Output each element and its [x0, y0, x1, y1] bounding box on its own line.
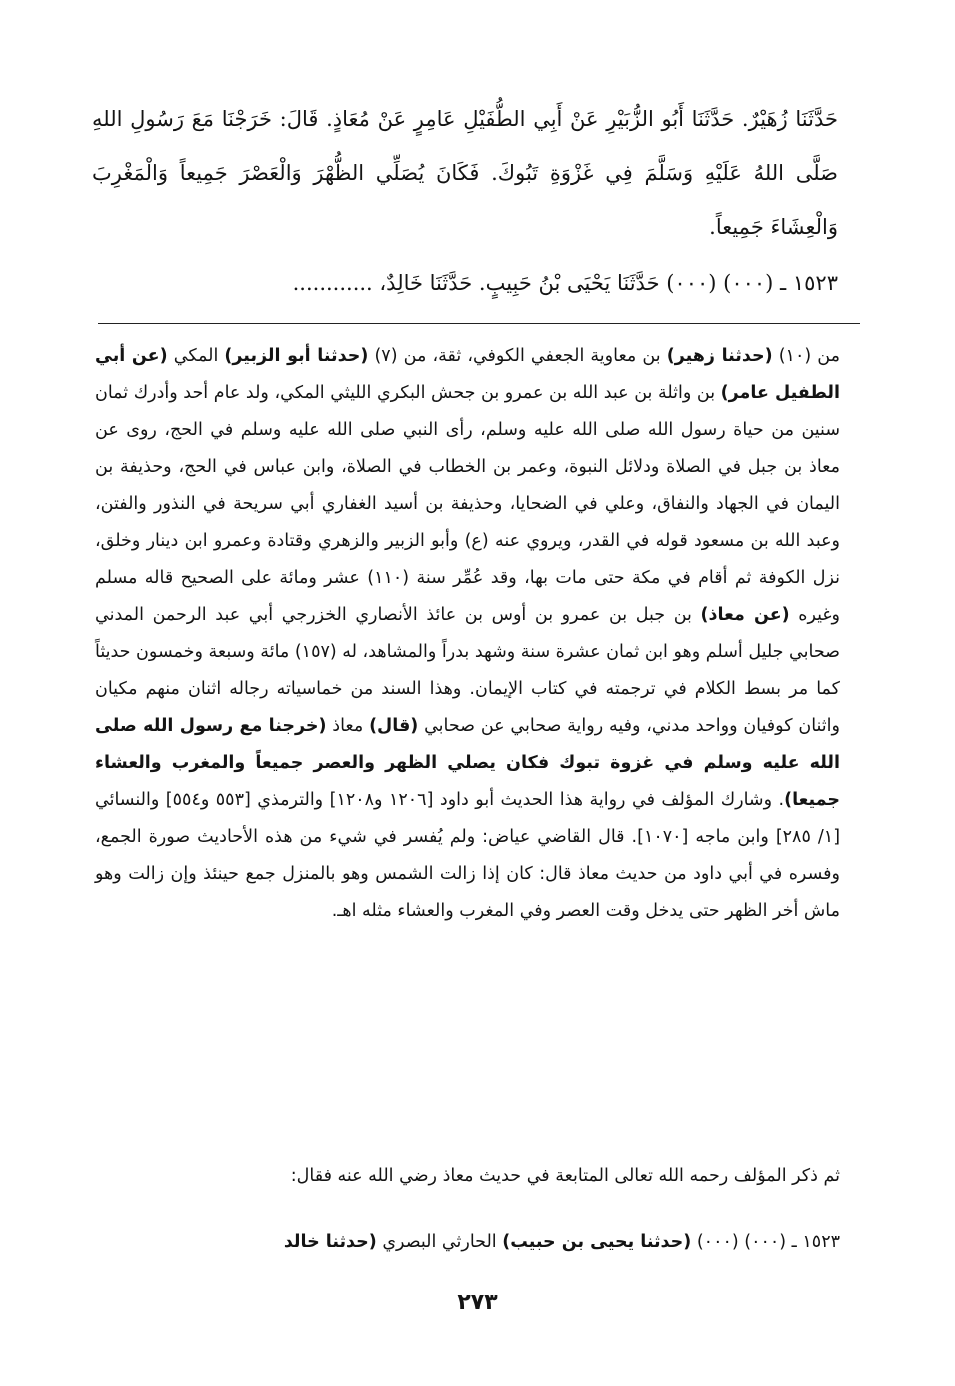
next-entry-quote: (حدثنا يحيى بن حبيب): [502, 1232, 692, 1252]
commentary-block: [95, 338, 840, 930]
commentary-quote: (خرجنا مع رسول الله صلى الله عليه وسلم في غزوة تبوك فكان يصلي الظهر والعصر جميعاً والمغرب والعشاء جميعا): [95, 716, 841, 810]
commentary-segment: بن معاوية الجعفي الكوفي، ثقة، من (٧): [368, 346, 667, 366]
page-number: ٢٧٣: [457, 1290, 498, 1315]
commentary-quote: (قال): [369, 716, 419, 736]
hadith-main-text: حَدَّثَنَا زُهَيْرٌ. حَدَّثَنَا أَبُو الزُّبَيْرِ عَنْ أَبِي الطُّفَيْلِ عَامِرٍ عَنْ مُعَاذٍ. قَالَ: خَرَجْنَا مَعَ رَسُولِ اللهِ صَلَّى اللهُ عَلَيْهِ وَسَلَّمَ فِي غَزْوَةِ تَبُوكَ. فَكَانَ يُصَلِّي الظُّهْرَ وَالْعَصْرَ جَمِيعاً وَالْمَغْرِبَ وَالْعِشَاءَ جَمِيعاً.: [92, 107, 838, 239]
commentary-quote: (حدثنا أبو الزبير): [224, 346, 369, 366]
commentary-segment: المكي: [167, 346, 225, 366]
commentary-segment: من (١٠): [772, 346, 840, 366]
next-entry-number: ١٥٢٣ ـ (٠٠٠) (٠٠٠): [691, 1232, 840, 1252]
commentary-segment: بن جبل بن عمرو بن أوس بن عائذ الأنصاري الخزرجي أبي عبد الرحمن المدني صحابي جليل أسلم وهو ابن ثمان عشرة سنة وشهد بدراً والمشاهد، له (١٥٧) مائة وسبعة وخمسون حديثاً كما مر بسط الكلام في ترجمته في كتاب الإيمان. وهذا السند من خماسياته رجاله اثنان منهم مكيان واثنان كوفيان وواحد مدني، وفيه رواية صحابي عن صحابي: [95, 605, 840, 736]
commentary-quote: (عن أبي الطفيل عامر): [95, 346, 840, 403]
hadith-text-block: [92, 92, 838, 310]
next-entry-line: [95, 1224, 840, 1261]
commentary-quote: (عن معاذ): [700, 605, 790, 625]
hadith-next-line: ١٥٢٣ ـ (٠٠٠) (٠٠٠) حَدَّثَنَا يَحْيَى بْنُ حَبِيبٍ. حَدَّثَنَا خَالِدٌ، ............: [292, 271, 838, 295]
next-entry-quote: (حدثنا خالد: [283, 1232, 377, 1252]
next-entry-segment: الحارثي البصري: [376, 1232, 503, 1252]
commentary-segment: . وشارك المؤلف في رواية هذا الحديث أبو داود [١٢٠٦ و١٢٠٨] والترمذي [٥٥٣ و٥٥٤] والنسائي [١/ ٢٨٥] وابن ماجه [١٠٧٠]. قال القاضي عياض: ولم يُفسر في شيء من هذه الأحاديث صورة الجمع، وفسره في أبي داود من حديث معاذ قال: كان إذا زالت الشمس وهو بالمنزل جمع حينئذ وإن زالت وهو ماش أخر الظهر حتى يدخل وقت العصر وفي المغرب والعشاء مثله اهـ.: [95, 790, 841, 921]
footnote-separator: [98, 323, 860, 324]
commentary-segment: معاذ: [326, 716, 370, 736]
commentary-quote: (حدثنا زهير): [666, 346, 773, 366]
commentary-paragraph: [95, 338, 840, 930]
commentary-segment: بن واثلة بن عبد الله بن عمرو بن جحش البكري الليثي المكي، ولد عام أحد وأدرك ثمان سنين من حياة رسول الله صلى الله عليه وسلم، رأى النبي صلى الله عليه وسلم في الحج، روى عن معاذ بن جبل في الصلاة ودلائل النبوة، وعمر بن الخطاب في الصلاة، وابن عباس في الحج، وحذيفة بن اليمان في الجهاد والنفاق، وعلي في الضحايا، وحذيفة بن أسيد الغفاري أبي سريحة في النذور والفتن، وعبد الله بن مسعود قوله في القدر، ويروي عنه (ع) وأبو الزبير والزهري وقتادة وعمرو ابن دينار وخلق، نزل الكوفة ثم أقام في مكة حتى مات بها، وقد عُمِّر سنة (١١٠) عشر ومائة على الصحيح قاله مسلم وغيره: [95, 383, 840, 625]
continuation-line: ثم ذكر المؤلف رحمه الله تعالى المتابعة في حديث معاذ رضي الله عنه فقال:: [290, 1166, 840, 1186]
